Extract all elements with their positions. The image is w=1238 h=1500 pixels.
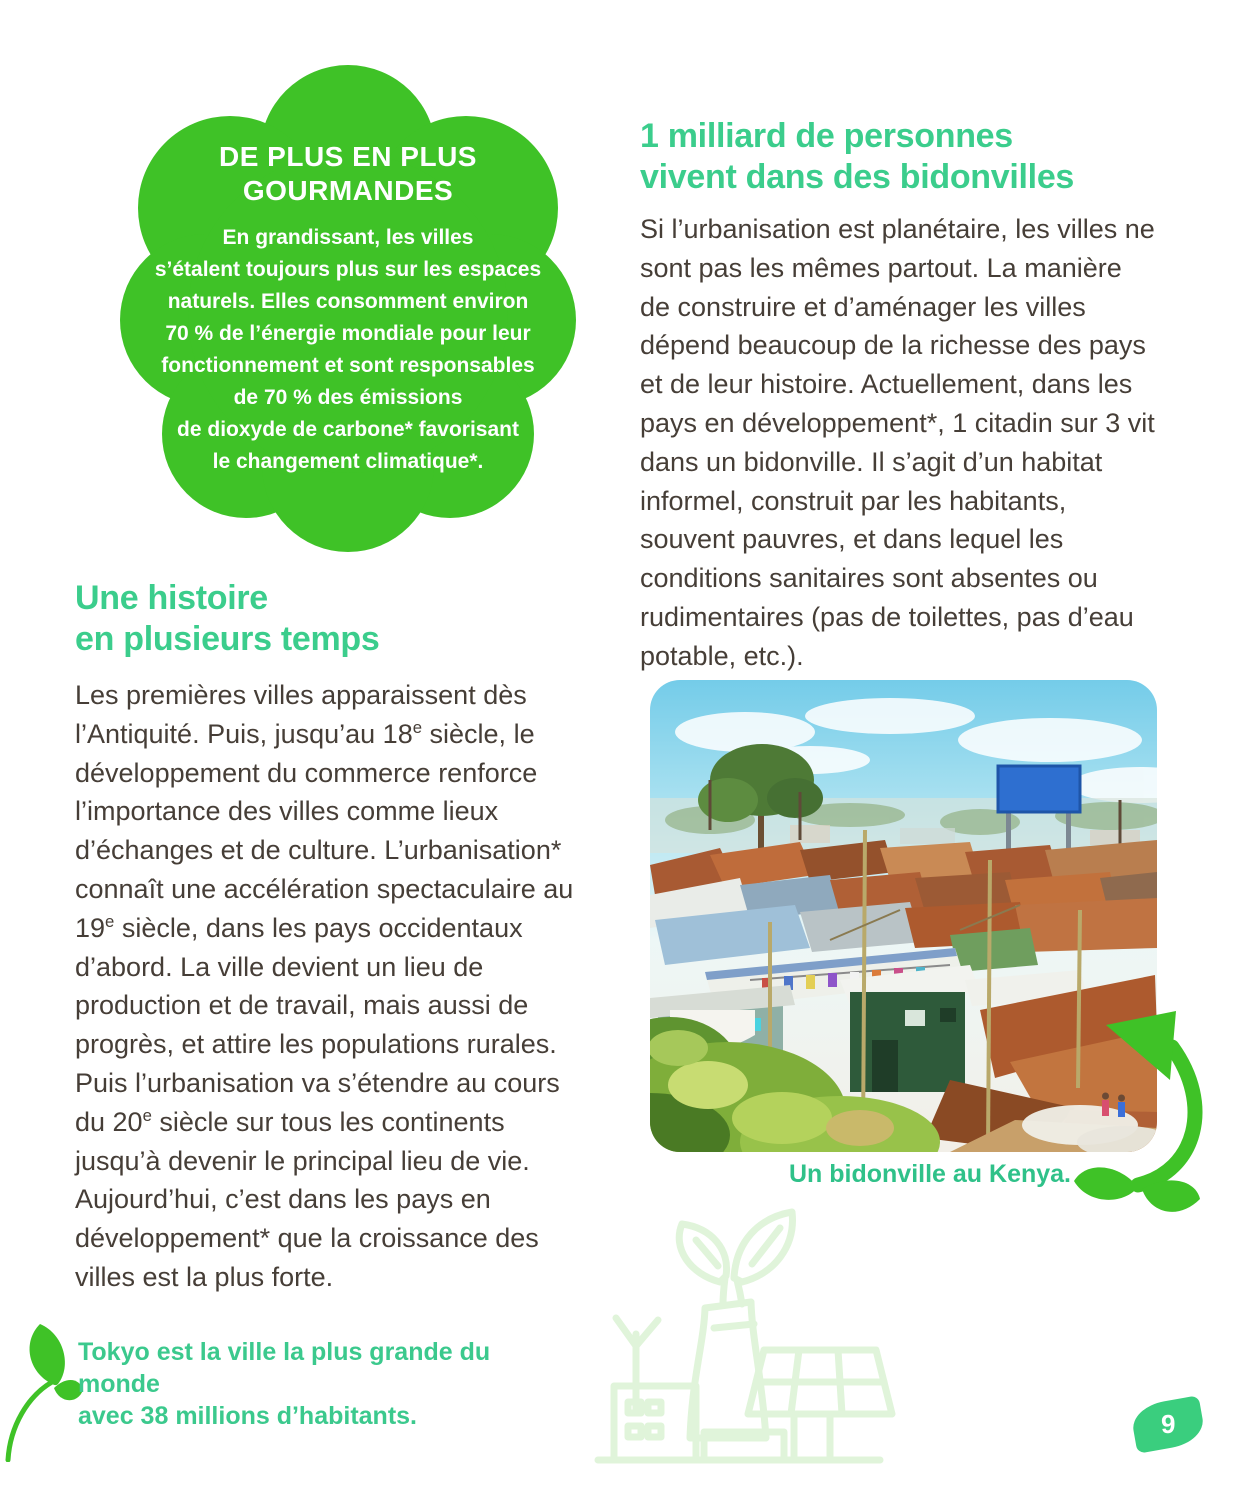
curved-arrow-icon bbox=[1038, 985, 1216, 1230]
fact-cloud-title-line: GOURMANDES bbox=[242, 175, 454, 206]
superscript-e: e bbox=[412, 717, 423, 737]
paragraph-text: siècle, le développement du commerce renforce l’importance des villes comme lieux d’échanges et de culture. L’urbanisation* connaît une accélération spectaculaire au 19 bbox=[75, 718, 574, 943]
heading-line: en plusieurs temps bbox=[75, 620, 380, 658]
page-number: 9 bbox=[1160, 1409, 1176, 1439]
page-leaf-badge bbox=[1129, 1395, 1206, 1453]
fact-cloud bbox=[118, 58, 578, 558]
fact-cloud-body-line: En grandissant, les villes bbox=[222, 226, 474, 249]
fact-cloud-body-line: fonctionnement et sont responsables bbox=[161, 354, 535, 377]
eco-city-watermark bbox=[592, 1186, 924, 1478]
paragraph-histoire bbox=[75, 676, 580, 1297]
paragraph-bidonvilles: Si l’urbanisation est planétaire, les villes ne sont pas les mêmes partout. La manière de construire et d’aménager les villes dépend beaucoup de la richesse des pays et de leur histoire. Actuellement, dans les pays en développement*, 1 citadin sur 3 vit dans un bidonville. Il s’agit d’un habitat informel, construit par les habitants, souvent pauvres, et dans lequel les conditions sanitaires sont absentes ou rudimentaires (pas de toilettes, pas d’eau potable, etc.). bbox=[640, 214, 1155, 671]
footnote-line: avec 38 millions d’habitants. bbox=[78, 1402, 418, 1430]
footnote-line: Tokyo est la ville la plus grande du monde bbox=[78, 1338, 491, 1398]
fact-cloud-text bbox=[118, 140, 578, 478]
superscript-e: e bbox=[142, 1105, 152, 1125]
fact-cloud-body-line: s’étalent toujours plus sur les espaces bbox=[154, 258, 542, 281]
fact-cloud-body-line: naturels. Elles consomment environ bbox=[167, 290, 529, 313]
fact-cloud-title-line: DE PLUS EN PLUS bbox=[219, 141, 477, 172]
fact-cloud-body-line: 70 % de l’énergie mondiale pour leur bbox=[165, 322, 531, 345]
leaf-sprig-svg bbox=[2, 1322, 84, 1462]
leaf-sprig-icon bbox=[2, 1322, 84, 1462]
paragraph-text: siècle, dans les pays occidentaux d’abord. La ville devient un lieu de production et de travail, mais aussi de progrès, et attire les populations rurales. Puis l’urbanisation va s’étendre au cours du 20 bbox=[75, 912, 560, 1137]
heading-line: Une histoire bbox=[75, 579, 268, 617]
paragraph-text: Les premières villes apparaissent dès l’Antiquité. Puis, jusqu’au 18 bbox=[75, 680, 527, 749]
fact-cloud-body bbox=[118, 222, 578, 478]
paragraph-text: siècle sur tous les continents jusqu’à devenir le principal lieu de vie. Aujourd’hui, c’est dans les pays en développement* que la croissance des villes est la plus forte. bbox=[75, 1106, 539, 1292]
heading-line: vivent dans des bidonvilles bbox=[640, 158, 1075, 196]
arrow-leaf-icon bbox=[1038, 985, 1216, 1230]
photo-caption: Un bidonville au Kenya. bbox=[789, 1160, 1071, 1188]
fact-cloud-body-line: le changement climatique*. bbox=[212, 450, 484, 473]
eco-city-watermark-icon bbox=[592, 1186, 924, 1478]
superscript-e: e bbox=[105, 911, 115, 931]
fact-cloud-body-line: de dioxyde de carbone* favorisant bbox=[177, 418, 519, 441]
fact-cloud-body-line: de 70 % des émissions bbox=[233, 386, 463, 409]
section-heading-bidonvilles bbox=[640, 116, 1074, 198]
footnote-tokyo bbox=[78, 1336, 548, 1432]
heading-line: 1 milliard de personnes bbox=[640, 117, 1013, 155]
fact-cloud-title bbox=[118, 140, 578, 208]
section-heading-histoire bbox=[75, 578, 379, 660]
